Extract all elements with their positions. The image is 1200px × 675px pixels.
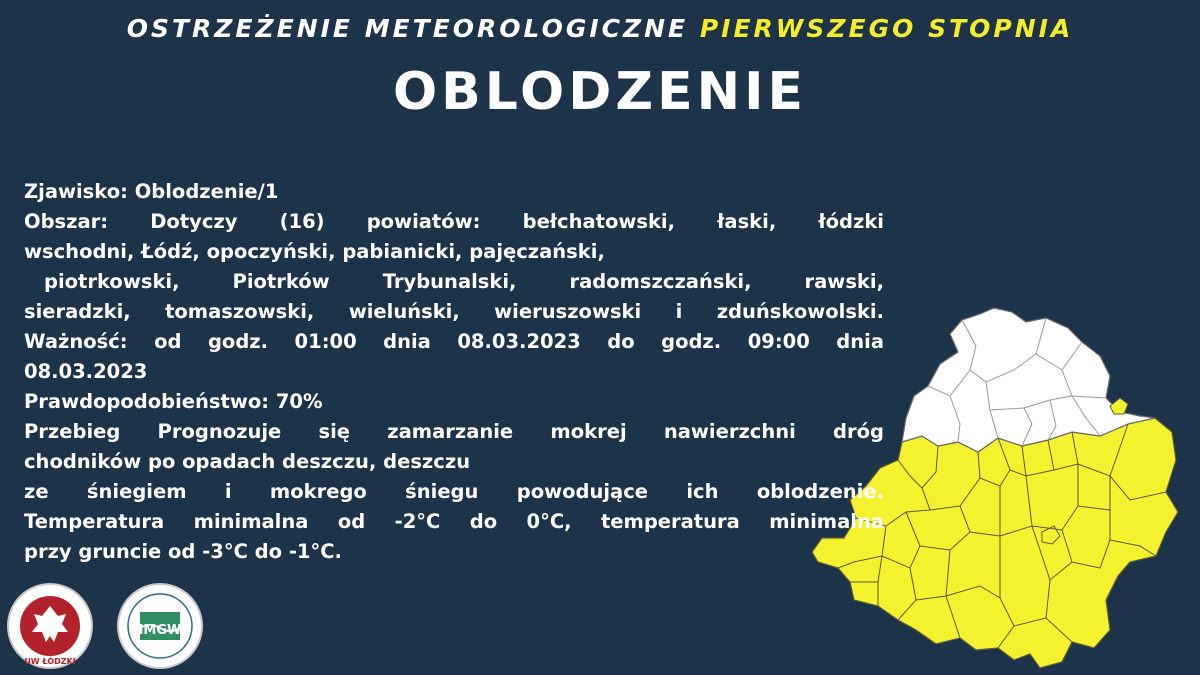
imgw-logo xyxy=(116,582,204,670)
warning-details xyxy=(24,177,884,567)
area-line-2: wschodni, Łódź, opoczyński, pabianicki, pajęczański, xyxy=(24,240,605,263)
area-line-3: piotrkowski, Piotrków Trybunalski, radomszczański, rawski, xyxy=(44,270,884,293)
course-line-1: Przebieg Prognozuje się zamarzanie mokrej nawierzchni dróg xyxy=(24,420,884,443)
probability-line: Prawdopodobieństwo: 70% xyxy=(24,390,323,413)
header-level-text: PIERWSZEGO STOPNIA xyxy=(699,14,1074,43)
phenomenon-line: Zjawisko: Oblodzenie/1 xyxy=(24,180,279,203)
right-logo-text: IMGW xyxy=(138,623,182,638)
header-main-text: OSTRZEŻENIE METEOROLOGICZNE xyxy=(126,14,689,43)
left-logo-text: UW ŁÓDZKI xyxy=(24,657,76,666)
phenomenon-title: OBLODZENIE xyxy=(392,62,808,122)
course-line-2: chodników po opadach deszczu, deszczu xyxy=(24,450,471,473)
temperature-line-2: przy gruncie od -3°C do -1°C. xyxy=(24,540,342,563)
area-line-1: Obszar: Dotyczy (16) powiatów: bełchatowski, łaski, łódzki xyxy=(24,210,884,233)
voivode-office-logo xyxy=(6,582,94,670)
warning-level-header xyxy=(0,14,1200,43)
course-line-3: ze śniegiem i mokrego śniegu powodujące ich oblodzenie. xyxy=(24,480,884,503)
area-line-4: sieradzki, tomaszowski, wieluński, wieruszowski i zduńskowolski. xyxy=(24,300,884,323)
validity-line-1: Ważność: od godz. 01:00 dnia 08.03.2023 do godz. 09:00 dnia xyxy=(24,330,884,353)
validity-line-2: 08.03.2023 xyxy=(24,360,148,383)
temperature-line-1: Temperatura minimalna od -2°C do 0°C, temperatura minimalna xyxy=(24,510,884,533)
